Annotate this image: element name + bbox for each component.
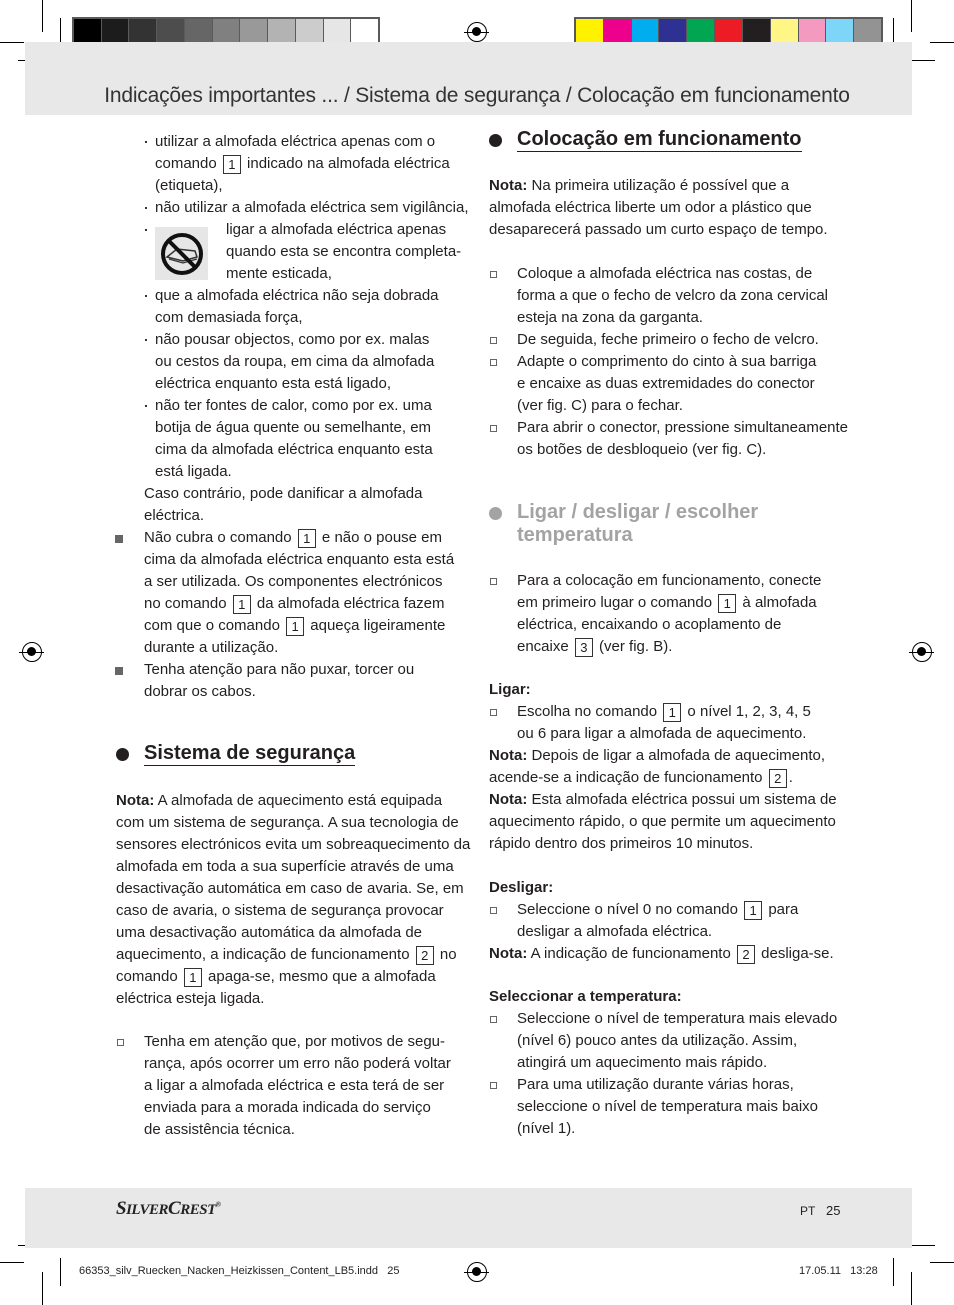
no-folded-pad-icon: [155, 227, 208, 280]
subheading: [489, 679, 531, 701]
crop-mark: [930, 1262, 954, 1263]
text-segment: indicado na almofada eléctrica: [242, 155, 450, 172]
hollow-bullet-icon: [490, 271, 497, 278]
text-segment: seleccione o nível de temperatura mais baixo: [517, 1098, 818, 1115]
print-date: 17.05.11 13:28: [799, 1265, 878, 1277]
heading-bullet-icon: [489, 507, 502, 520]
text-line: [226, 241, 461, 263]
text-line: [116, 944, 470, 966]
text-segment: para: [764, 901, 799, 918]
text-segment: cima da almofada eléctrica enquanto esta: [155, 441, 433, 458]
hollow-bullet-icon: [117, 1039, 124, 1046]
reference-number-box: 1: [233, 595, 251, 614]
paragraph: [144, 483, 423, 527]
text-line: [517, 899, 798, 921]
hollow-bullet-icon: [490, 359, 497, 366]
list-item: [155, 131, 450, 197]
text-line: [116, 834, 470, 856]
text-line: [116, 856, 470, 878]
text-segment: a ser utilizada. Os componentes electrónicos: [144, 573, 443, 590]
text-line: [155, 461, 433, 483]
language-code: PT: [800, 1204, 816, 1218]
text-line: [517, 636, 821, 658]
text-line: [517, 1030, 837, 1052]
color-swatch: [74, 19, 102, 44]
text-line: [144, 659, 414, 681]
text-line: [517, 307, 828, 329]
square-bullet-icon: [115, 667, 123, 675]
text-segment: almofada eléctrica liberte um odor a plástico que: [489, 199, 812, 216]
text-segment: e encaixe as duas extremidades do conector: [517, 375, 815, 392]
text-line: [489, 745, 825, 767]
text-line: [517, 1074, 818, 1096]
text-line: [517, 614, 821, 636]
hollow-bullet-icon: [490, 1016, 497, 1023]
text-segment: eléctrica, encaixando o acoplamento de: [517, 616, 782, 633]
color-swatch: [576, 19, 604, 44]
text-segment: (nível 1).: [517, 1120, 576, 1137]
text-segment: (etiqueta),: [155, 177, 223, 194]
text-segment: ligar a almofada eléctrica apenas: [226, 221, 447, 238]
list-item: [155, 395, 433, 483]
text-segment: Tenha em atenção que, por motivos de segu-: [144, 1033, 446, 1050]
text-segment: forma a que o fecho de velcro da zona cervical: [517, 287, 829, 304]
reference-number-box: 1: [223, 155, 241, 174]
text-segment: rápido dentro dos primeiros 10 minutos.: [489, 835, 754, 852]
text-segment: Adapte o comprimento do cinto à sua barriga: [517, 353, 817, 370]
text-segment: ou cestos da roupa, em cima da almofada: [155, 353, 435, 370]
text-segment: desactivação automática em caso de avaria. Se, em: [116, 880, 464, 897]
crop-mark: [42, 1272, 43, 1305]
text-line: [155, 307, 439, 329]
text-line: [489, 833, 837, 855]
text-line: [155, 285, 439, 307]
text-line: [517, 921, 798, 943]
text-line: [517, 285, 828, 307]
text-line: [489, 877, 553, 899]
text-line: [489, 943, 834, 965]
hollow-bullet-icon: [490, 578, 497, 585]
text-line: [517, 351, 816, 373]
text-segment: rança, após ocorrer um erro não poderá voltar: [144, 1055, 451, 1072]
color-swatch: [799, 19, 827, 44]
text-segment: caso de avaria, o sistema de segurança provocar: [116, 902, 444, 919]
text-segment: em primeiro lugar o comando: [517, 594, 717, 611]
text-line: [144, 1097, 451, 1119]
text-line: [517, 1118, 818, 1140]
text-line: [489, 767, 825, 789]
color-swatch: [351, 19, 378, 44]
text-line: [144, 1053, 451, 1075]
text-line: [116, 900, 470, 922]
text-segment: aquecimento, a indicação de funcionamento: [116, 946, 414, 963]
text-segment: eléctrica.: [144, 507, 205, 524]
text-segment: o nível 1, 2, 3, 4, 5: [683, 703, 811, 720]
text-segment: enviada para a morada indicada do serviço: [144, 1099, 431, 1116]
text-segment: os botões de desbloqueio (ver fig. C).: [517, 441, 767, 458]
text-line: [116, 790, 470, 812]
note-label: Nota:: [489, 945, 528, 962]
text-line: [517, 701, 811, 723]
list-item: [517, 701, 811, 745]
color-swatch: [659, 19, 687, 44]
paragraph: [116, 790, 470, 1010]
text-segment: Depois de ligar a almofada de aquecimento,: [527, 747, 826, 764]
text-segment: eléctrica esteja ligada.: [116, 990, 265, 1007]
text-segment: comando: [116, 968, 182, 985]
reference-number-box: 1: [298, 529, 316, 548]
text-line: [144, 1075, 451, 1097]
note-label: Nota:: [489, 791, 528, 808]
text-line: [489, 219, 828, 241]
color-swatch: [102, 19, 130, 44]
hollow-bullet-icon: [490, 337, 497, 344]
list-item: [517, 417, 848, 461]
list-item: [155, 329, 434, 395]
crop-mark: [0, 1262, 24, 1263]
text-line: [155, 373, 434, 395]
section-heading: [517, 501, 758, 547]
text-segment: Para a colocação em funcionamento, conecte: [517, 572, 822, 589]
text-line: [144, 549, 454, 571]
dot-bullet-icon: [145, 141, 147, 143]
dot-bullet-icon: [145, 405, 147, 407]
section-heading: [144, 742, 355, 765]
text-segment: utilizar a almofada eléctrica apenas com o: [155, 133, 436, 150]
text-line: [517, 1052, 837, 1074]
text-line: [155, 329, 434, 351]
text-segment: (nível 6) pouco antes da utilização. Assim,: [517, 1032, 798, 1049]
text-segment: Escolha no comando: [517, 703, 662, 720]
text-line: [155, 439, 433, 461]
color-swatch: [240, 19, 268, 44]
text-line: [155, 395, 433, 417]
silvercrest-logo: SILVERCREST®: [116, 1198, 221, 1219]
text-segment: ou 6 para ligar a almofada de aquecimento.: [517, 725, 807, 742]
text-line: [144, 1031, 451, 1053]
reference-number-box: 1: [718, 594, 736, 613]
page-title: Indicações importantes ... / Sistema de segurança / Colocação em funcionamento: [104, 84, 850, 107]
text-segment: aqueça ligeiramente: [306, 617, 446, 634]
note-label: Nota:: [489, 747, 528, 764]
text-segment: quando esta se encontra completa-: [226, 243, 462, 260]
text-line: [517, 329, 819, 351]
list-item: [517, 351, 816, 417]
heading-text: temperatura: [517, 524, 633, 546]
crop-mark: [42, 0, 43, 32]
text-line: [144, 681, 414, 703]
reference-number-box: 1: [663, 703, 681, 722]
crop-mark: [0, 42, 24, 43]
text-segment: uma desactivação automática da almofada de: [116, 924, 423, 941]
dot-bullet-icon: [145, 339, 147, 341]
text-segment: eléctrica enquanto esta está ligado,: [155, 375, 391, 392]
list-item: [155, 285, 439, 329]
text-segment: não ter fontes de calor, como por ex. uma: [155, 397, 432, 414]
text-line: [489, 197, 828, 219]
text-line: [144, 637, 454, 659]
subheading: [489, 986, 682, 1008]
crop-mark: [911, 0, 912, 32]
note-label: Nota:: [116, 792, 155, 809]
paragraph: [489, 745, 825, 789]
text-segment: A indicação de funcionamento: [527, 945, 735, 962]
text-segment: Não cubra o comando: [144, 529, 296, 546]
color-swatch: [324, 19, 352, 44]
text-segment: comando: [155, 155, 221, 172]
text-segment: Tenha atenção para não puxar, torcer ou: [144, 661, 415, 678]
crop-mark: [911, 1272, 912, 1305]
text-segment: (ver fig. B).: [594, 638, 673, 655]
square-bullet-icon: [115, 535, 123, 543]
text-line: [116, 988, 470, 1010]
dot-bullet-icon: [145, 229, 147, 231]
text-segment: à almofada: [738, 594, 817, 611]
reference-number-box: 1: [286, 617, 304, 636]
text-segment: Ligar:: [489, 681, 531, 698]
text-segment: desligar a almofada eléctrica.: [517, 923, 713, 940]
text-segment: está ligada.: [155, 463, 232, 480]
text-segment: cima da almofada eléctrica enquanto esta está: [144, 551, 455, 568]
text-line: [155, 351, 434, 373]
reference-number-box: 1: [744, 901, 762, 920]
color-swatch: [604, 19, 632, 44]
list-item: [517, 1074, 818, 1140]
paragraph: [489, 943, 834, 965]
text-segment: a ligar a almofada eléctrica e esta terá de ser: [144, 1077, 445, 1094]
registration-mark-icon: [467, 1262, 487, 1282]
text-line: [116, 812, 470, 834]
text-segment: A almofada de aquecimento está equipada: [154, 792, 443, 809]
text-segment: almofada em toda a sua superfície através de uma: [116, 858, 454, 875]
text-line: [489, 789, 837, 811]
list-item: [226, 219, 461, 285]
list-item: [517, 899, 798, 943]
text-line: [155, 197, 468, 219]
note-label: Nota:: [489, 177, 528, 194]
text-segment: apaga-se, mesmo que a almofada: [203, 968, 436, 985]
reference-number-box: 2: [416, 946, 434, 965]
text-segment: da almofada eléctrica fazem: [252, 595, 445, 612]
text-line: [155, 153, 450, 175]
color-swatch: [632, 19, 660, 44]
hollow-bullet-icon: [490, 709, 497, 716]
text-line: [116, 878, 470, 900]
text-line: [144, 571, 454, 593]
text-segment: esteja na zona da garganta.: [517, 309, 703, 326]
color-swatch: [296, 19, 324, 44]
text-line: [144, 505, 423, 527]
registration-mark-icon: [467, 22, 487, 42]
text-line: [155, 131, 450, 153]
text-segment: botija de água quente ou semelhante, em: [155, 419, 432, 436]
text-segment: dobrar os cabos.: [144, 683, 256, 700]
text-line: [144, 1119, 451, 1141]
text-line: [517, 417, 848, 439]
color-swatch: [826, 19, 854, 44]
text-segment: desaparecerá passado um curto espaço de tempo.: [489, 221, 828, 238]
text-segment: desliga-se.: [756, 945, 834, 962]
text-segment: (ver fig. C) para o fechar.: [517, 397, 683, 414]
text-line: [517, 570, 821, 592]
color-swatch: [854, 19, 881, 44]
color-swatch: [715, 19, 743, 44]
text-segment: com demasiada força,: [155, 309, 303, 326]
text-segment: atingirá um aquecimento mais rápido.: [517, 1054, 768, 1071]
reference-number-box: 1: [184, 968, 202, 987]
list-item: [517, 1008, 837, 1074]
hollow-bullet-icon: [490, 907, 497, 914]
heading-text: Colocação em funcionamento: [517, 128, 802, 150]
text-line: [517, 592, 821, 614]
hollow-bullet-icon: [490, 1082, 497, 1089]
text-segment: com que o comando: [144, 617, 285, 634]
crop-mark: [893, 1258, 894, 1286]
text-line: [116, 966, 470, 988]
color-swatch: [771, 19, 799, 44]
text-line: [517, 723, 811, 745]
color-swatch: [185, 19, 213, 44]
text-segment: e não o pouse em: [317, 529, 443, 546]
text-line: [144, 615, 454, 637]
text-line: [517, 395, 816, 417]
reference-number-box: 2: [769, 769, 787, 788]
text-line: [489, 679, 531, 701]
text-line: [517, 439, 848, 461]
dot-bullet-icon: [145, 295, 147, 297]
color-swatch: [213, 19, 241, 44]
text-segment: no comando: [144, 595, 231, 612]
file-name: 66353_silv_Ruecken_Nacken_Heizkissen_Content_LB5.indd 25: [79, 1265, 400, 1277]
text-line: [226, 263, 461, 285]
text-segment: não pousar objectos, como por ex. malas: [155, 331, 430, 348]
list-item: [517, 570, 821, 658]
text-segment: encaixe: [517, 638, 573, 655]
text-segment: mente esticada,: [226, 265, 332, 282]
paragraph: [489, 175, 828, 241]
color-swatch: [268, 19, 296, 44]
text-segment: Coloque a almofada eléctrica nas costas, de: [517, 265, 813, 282]
text-line: [155, 417, 433, 439]
text-segment: acende-se a indicação de funcionamento: [489, 769, 767, 786]
text-line: [226, 219, 461, 241]
paragraph: [489, 789, 837, 855]
text-line: [489, 811, 837, 833]
text-segment: Seleccionar a temperatura:: [489, 988, 682, 1005]
text-line: [517, 263, 828, 285]
list-item: [155, 197, 468, 219]
heading-text: Sistema de segurança: [144, 742, 356, 764]
hollow-bullet-icon: [490, 425, 497, 432]
list-item: [144, 659, 414, 703]
text-segment: .: [788, 769, 793, 786]
color-swatch: [743, 19, 771, 44]
page-number: 25: [826, 1203, 841, 1218]
text-line: [517, 1096, 818, 1118]
text-segment: De seguida, feche primeiro o fecho de velcro.: [517, 331, 819, 348]
text-line: [155, 175, 450, 197]
text-segment: Na primeira utilização é possível que a: [527, 177, 790, 194]
text-segment: Seleccione o nível de temperatura mais elevado: [517, 1010, 838, 1027]
text-segment: Para abrir o conector, pressione simultaneamente: [517, 419, 849, 436]
text-line: [517, 1008, 837, 1030]
text-segment: Para uma utilização durante várias horas,: [517, 1076, 794, 1093]
text-line: [144, 527, 454, 549]
crop-mark: [930, 42, 954, 43]
text-line: [144, 593, 454, 615]
text-segment: com um sistema de segurança. A sua tecnologia de: [116, 814, 459, 831]
color-swatch: [129, 19, 157, 44]
text-line: [517, 373, 816, 395]
text-line: [489, 175, 828, 197]
text-segment: aquecimento rápido, o que permite um aquecimento: [489, 813, 836, 830]
text-line: [489, 986, 682, 1008]
list-item: [517, 329, 819, 351]
text-segment: Caso contrário, pode danificar a almofada: [144, 485, 423, 502]
reference-number-box: 2: [737, 945, 755, 964]
text-segment: de assistência técnica.: [144, 1121, 295, 1138]
reference-number-box: 3: [575, 638, 593, 657]
list-item: [144, 1031, 451, 1141]
color-swatch: [687, 19, 715, 44]
heading-text: Ligar / desligar / escolher: [517, 501, 759, 523]
dot-bullet-icon: [145, 207, 147, 209]
text-segment: durante a utilização.: [144, 639, 279, 656]
list-item: [517, 263, 828, 329]
subheading: [489, 877, 553, 899]
registration-mark-icon: [912, 642, 932, 662]
text-segment: Esta almofada eléctrica possui um sistema de: [527, 791, 837, 808]
registration-mark-icon: [22, 642, 42, 662]
text-line: [116, 922, 470, 944]
color-swatch: [157, 19, 185, 44]
text-segment: que a almofada eléctrica não seja dobrada: [155, 287, 439, 304]
text-segment: sensores electrónicos evita um sobreaquecimento da: [116, 836, 471, 853]
text-segment: no: [435, 946, 457, 963]
text-segment: Desligar:: [489, 879, 554, 896]
heading-bullet-icon: [489, 134, 502, 147]
section-heading: [517, 128, 802, 151]
heading-bullet-icon: [116, 748, 129, 761]
text-line: [144, 483, 423, 505]
list-item: [144, 527, 454, 659]
crop-mark: [60, 1258, 61, 1286]
text-segment: não utilizar a almofada eléctrica sem vigilância,: [155, 199, 469, 216]
text-segment: Seleccione o nível 0 no comando: [517, 901, 743, 918]
